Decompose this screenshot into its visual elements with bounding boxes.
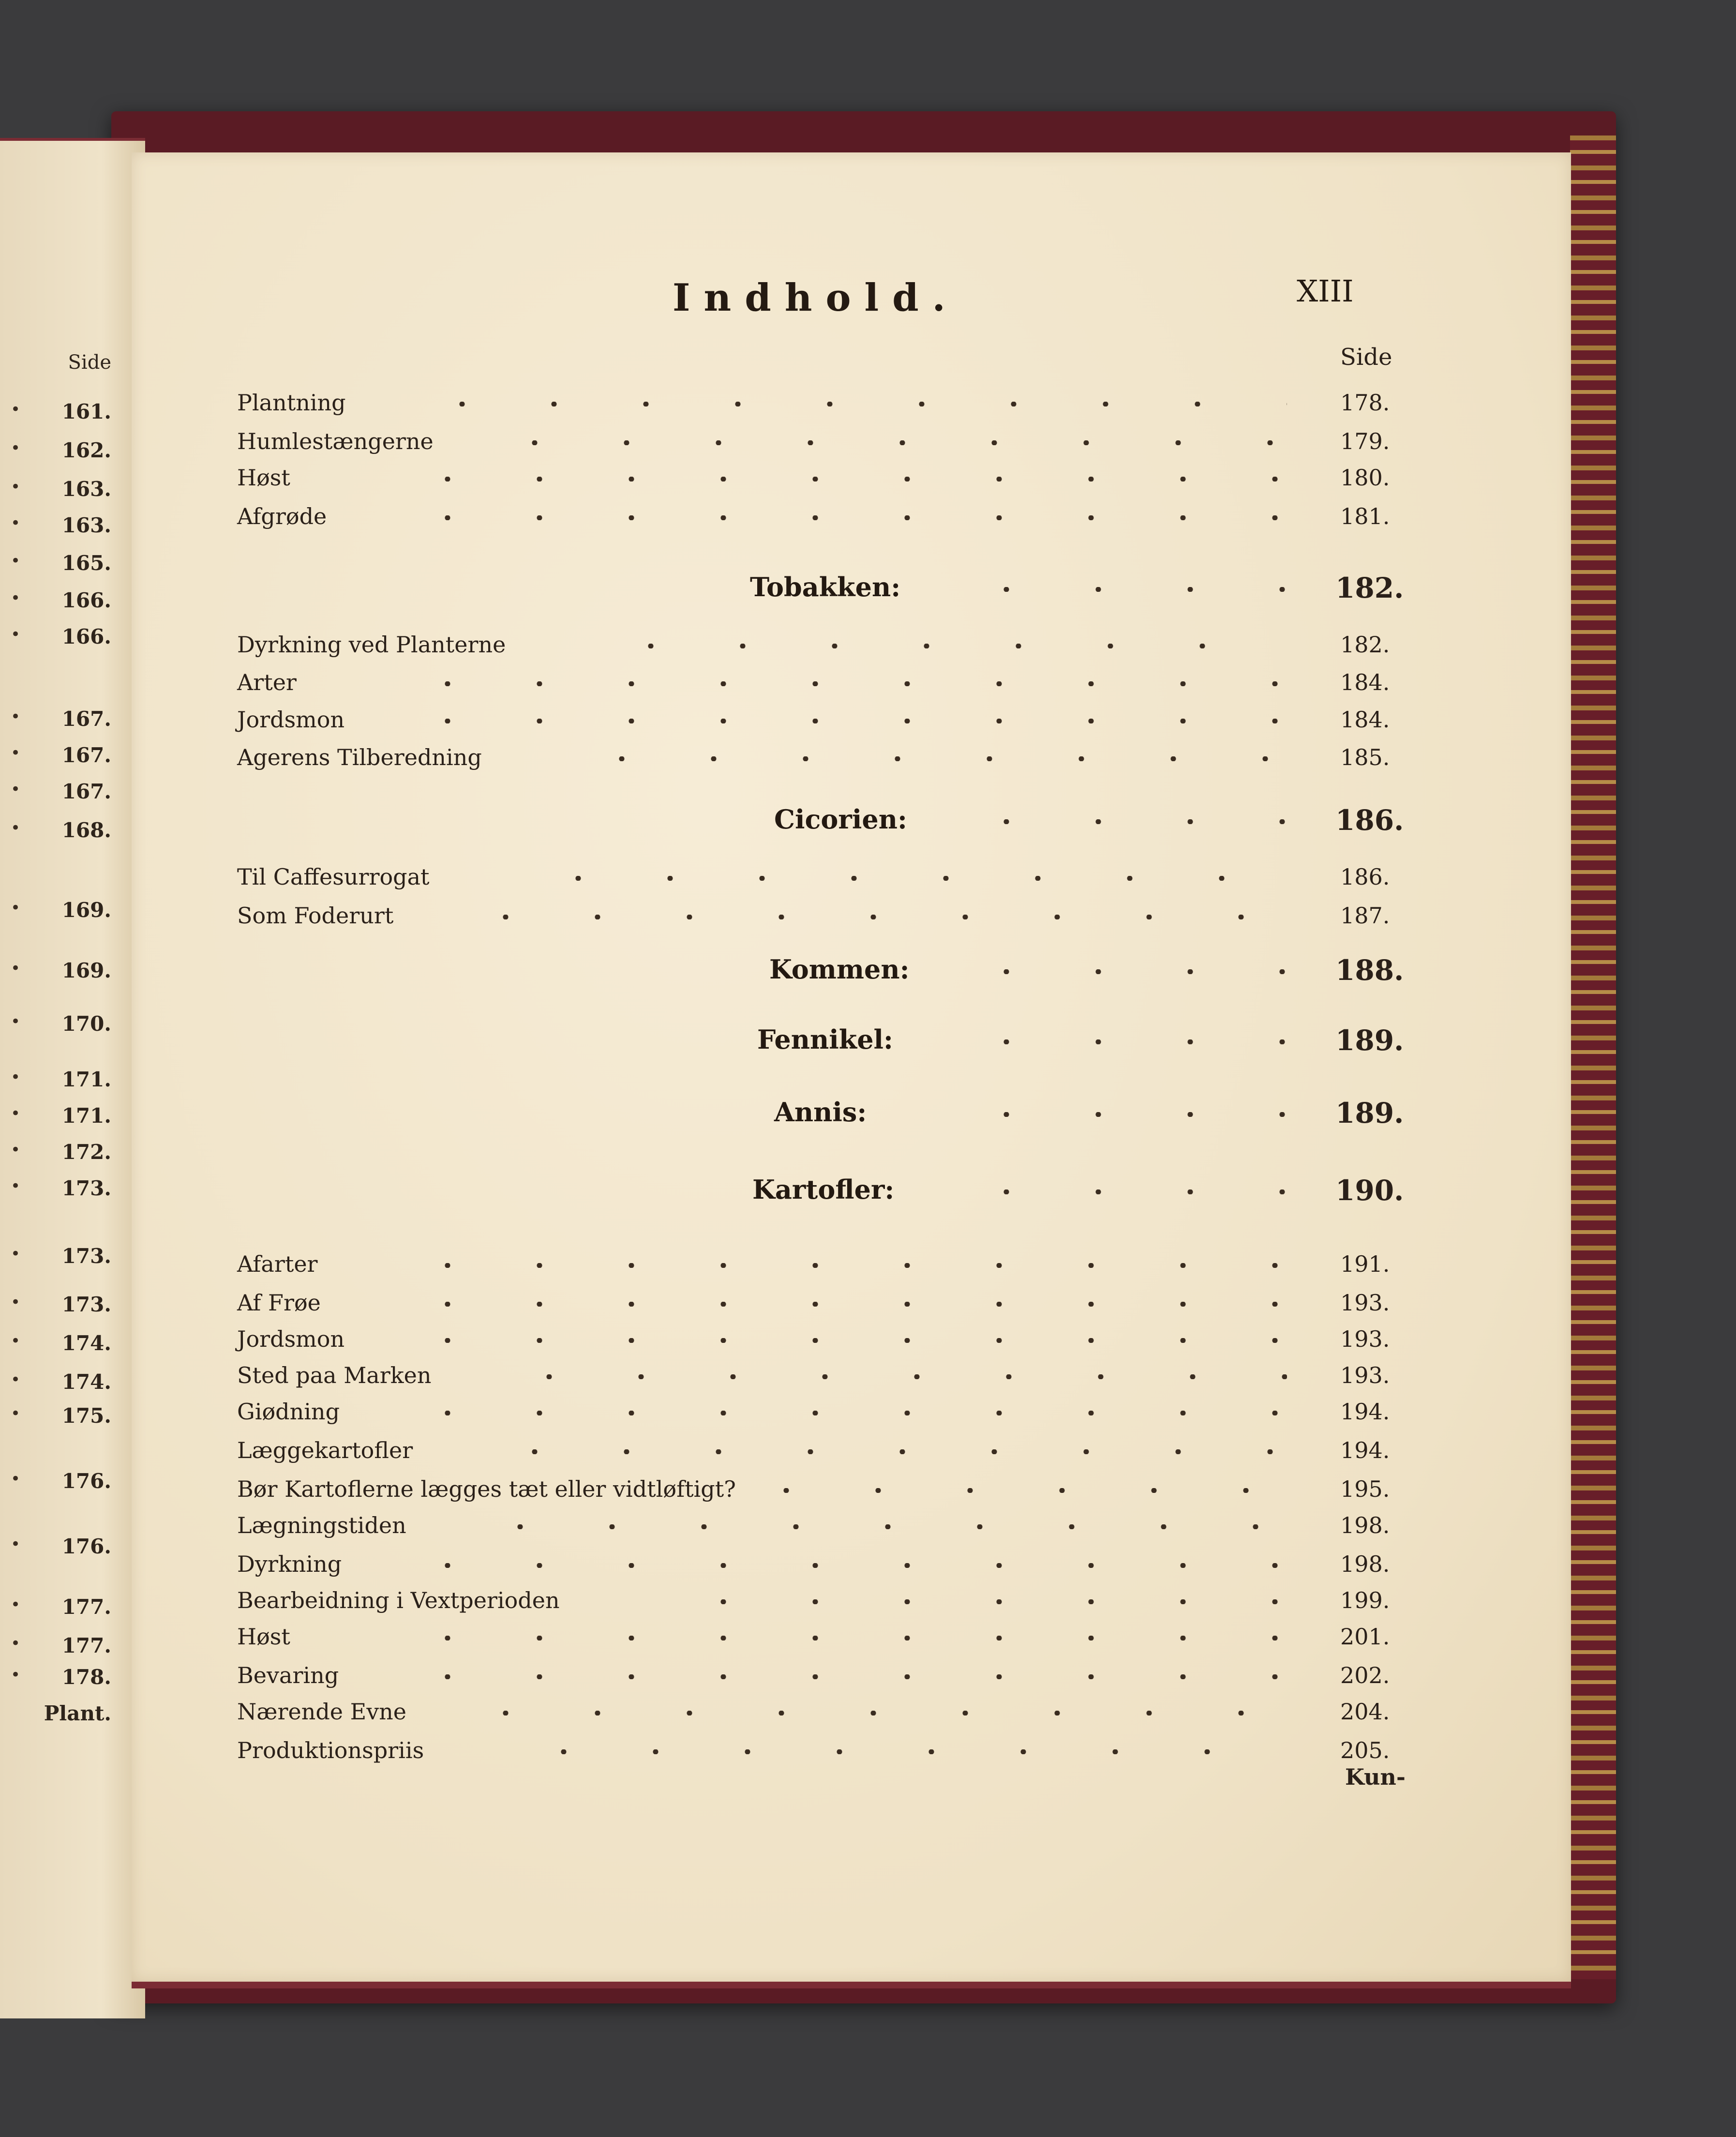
facing-page-number: 161.	[61, 400, 111, 423]
toc-entry-label: Bør Kartoflerne lægges tæt eller vidtløftigt?	[237, 1476, 736, 1502]
section-heading: Kommen:	[769, 954, 910, 985]
toc-entry-page: 185.	[1340, 744, 1390, 770]
dot-leader	[402, 681, 1287, 686]
facing-dot-leader: •	[11, 1176, 21, 1196]
toc-entry-page: 198.	[1340, 1512, 1390, 1538]
toc-entry-page: 201.	[1340, 1624, 1390, 1650]
dot-leader	[960, 587, 1289, 592]
facing-dot-leader: •	[11, 1469, 21, 1489]
dot-leader	[518, 1749, 1287, 1754]
facing-dot-leader: •	[11, 1634, 21, 1653]
facing-dot-leader: •	[11, 513, 21, 533]
dot-leader	[402, 1636, 1287, 1640]
dot-leader	[474, 1524, 1287, 1529]
toc-entry-page: 198.	[1340, 1551, 1390, 1577]
dot-leader	[960, 969, 1289, 974]
facing-page-number: 174.	[61, 1331, 111, 1355]
dot-leader	[489, 1449, 1287, 1454]
facing-dot-leader: •	[11, 477, 21, 497]
dot-leader	[605, 644, 1287, 648]
facing-page-number: 172.	[61, 1140, 111, 1164]
toc-entry-label: Giødning	[237, 1399, 340, 1425]
facing-dot-leader: •	[11, 1104, 21, 1123]
facing-page-number: 171.	[61, 1104, 111, 1128]
facing-page-number: 167.	[61, 780, 111, 803]
dot-leader	[402, 1674, 1287, 1679]
toc-entry-label: Jordsmon	[237, 707, 345, 733]
section-heading: Cicorien:	[774, 804, 907, 835]
toc-entry-label: Til Caffesurrogat	[237, 864, 430, 890]
dot-leader	[960, 1112, 1289, 1117]
section-page-number: 182.	[1335, 572, 1404, 604]
toc-entry-label: Dyrkning ved Planterne	[237, 632, 506, 658]
facing-dot-leader: •	[11, 959, 21, 978]
dot-leader	[576, 756, 1287, 761]
toc-entry-page: 193.	[1340, 1326, 1390, 1352]
facing-dot-leader: •	[11, 1140, 21, 1159]
facing-page-number: 165.	[61, 551, 111, 575]
toc-entry-page: 184.	[1340, 707, 1390, 733]
facing-page-number: 173.	[61, 1293, 111, 1316]
facing-page-number: 170.	[61, 1012, 111, 1036]
facing-page-number: 163.	[61, 477, 111, 501]
section-page-number: 190.	[1335, 1174, 1404, 1207]
dot-leader	[402, 1338, 1287, 1343]
facing-page-number: 177.	[61, 1595, 111, 1619]
section-heading: Fennikel:	[757, 1024, 893, 1055]
facing-dot-leader: •	[11, 1068, 21, 1087]
toc-entry-label: Afgrøde	[237, 503, 327, 529]
facing-page-number: 177.	[61, 1634, 111, 1657]
facing-page-number: 162.	[61, 438, 111, 462]
page-title: Indhold.	[673, 276, 959, 320]
dot-leader	[402, 1411, 1287, 1415]
dot-leader	[402, 719, 1287, 723]
toc-entry-page: 178.	[1340, 390, 1390, 416]
toc-entry-page: 182.	[1340, 632, 1390, 658]
facing-page-number: 166.	[61, 588, 111, 612]
toc-entry-page: 204.	[1340, 1699, 1390, 1725]
dot-leader	[416, 402, 1287, 406]
toc-entry-page: 187.	[1340, 903, 1390, 929]
toc-entry-page: 184.	[1340, 669, 1390, 695]
toc-entry-label: Humlestængerne	[237, 428, 434, 454]
toc-entry-page: 193.	[1340, 1290, 1390, 1316]
toc-entry-label: Sted paa Marken	[237, 1362, 432, 1388]
toc-entry-label: Bevaring	[237, 1662, 339, 1688]
dot-leader	[460, 1711, 1287, 1716]
gilt-border	[1570, 135, 1616, 1979]
toc-entry-page: 202.	[1340, 1662, 1390, 1688]
dot-leader	[402, 1563, 1287, 1568]
facing-dot-leader: •	[11, 780, 21, 799]
facing-dot-leader: •	[11, 818, 21, 838]
dot-leader	[960, 1189, 1289, 1194]
facing-dot-leader: •	[11, 551, 21, 571]
facing-page-number: 171.	[61, 1068, 111, 1091]
page-bottom-edge	[132, 1982, 1571, 1988]
toc-entry-label: Bearbeidning i Vextperioden	[237, 1587, 560, 1613]
toc-entry-page: 181.	[1340, 503, 1390, 529]
dot-leader	[489, 440, 1287, 445]
toc-entry-label: Læggekartofler	[237, 1437, 413, 1463]
facing-dot-leader: •	[11, 1665, 21, 1685]
facing-dot-leader: •	[11, 400, 21, 419]
facing-dot-leader: •	[11, 1370, 21, 1389]
facing-page	[0, 138, 145, 2018]
facing-dot-leader: •	[11, 438, 21, 458]
toc-entry-label: Dyrkning	[237, 1551, 342, 1577]
toc-entry-label: Afarter	[237, 1251, 318, 1277]
dot-leader	[402, 1263, 1287, 1268]
facing-dot-leader: •	[11, 1535, 21, 1554]
facing-dot-leader: •	[11, 1595, 21, 1614]
page-number: XIII	[1297, 273, 1354, 309]
facing-page-number: 178.	[61, 1665, 111, 1689]
facing-dot-leader: •	[11, 898, 21, 918]
toc-entry-page: 205.	[1340, 1737, 1390, 1763]
facing-dot-leader: •	[11, 1404, 21, 1423]
facing-dot-leader: •	[11, 743, 21, 763]
facing-page-number: 167.	[61, 743, 111, 767]
dot-leader	[677, 1599, 1287, 1604]
toc-entry-page: 199.	[1340, 1587, 1390, 1613]
toc-entry-label: Lægningstiden	[237, 1512, 406, 1538]
section-heading: Kartofler:	[752, 1174, 895, 1205]
facing-dot-leader: •	[11, 625, 21, 644]
dot-leader	[532, 876, 1287, 881]
facing-dot-leader: •	[11, 1012, 21, 1031]
facing-page-number: 168.	[61, 818, 111, 842]
facing-side-label: Side	[68, 351, 111, 374]
facing-page-number: 173.	[61, 1244, 111, 1268]
section-page-number: 188.	[1335, 954, 1404, 987]
facing-page-number: 175.	[61, 1404, 111, 1428]
toc-entry-page: 180.	[1340, 465, 1390, 491]
toc-entry-page: 179.	[1340, 428, 1390, 454]
toc-entry-label: Nærende Evne	[237, 1699, 407, 1725]
section-page-number: 186.	[1335, 804, 1404, 837]
facing-page-number: 176.	[61, 1535, 111, 1558]
toc-entry-label: Jordsmon	[237, 1326, 345, 1352]
facing-page-number: 176.	[61, 1469, 111, 1493]
facing-dot-leader: •	[11, 1244, 21, 1264]
facing-page-number: 169.	[61, 898, 111, 922]
section-page-number: 189.	[1335, 1097, 1404, 1129]
facing-dot-leader: •	[11, 707, 21, 726]
facing-dot-leader: •	[11, 1331, 21, 1351]
toc-entry-label: Plantning	[237, 390, 346, 416]
toc-entry-label: Høst	[237, 465, 290, 491]
toc-entry-label: Arter	[237, 669, 297, 695]
section-heading: Tobakken:	[750, 572, 901, 602]
section-page-number: 189.	[1335, 1024, 1404, 1057]
facing-dot-leader: •	[11, 1293, 21, 1312]
toc-entry-page: 194.	[1340, 1437, 1390, 1463]
toc-entry-label: Agerens Tilberedning	[237, 744, 482, 770]
toc-entry-page: 194.	[1340, 1399, 1390, 1425]
toc-entry-label: Af Frøe	[237, 1290, 321, 1316]
toc-entry-page: 193.	[1340, 1362, 1390, 1388]
dot-leader	[960, 819, 1289, 824]
dot-leader	[402, 1302, 1287, 1307]
facing-dot-leader: •	[11, 588, 21, 608]
toc-entry-label: Høst	[237, 1624, 290, 1650]
dot-leader	[960, 1039, 1289, 1044]
dot-leader	[503, 1374, 1287, 1379]
catchword: Kun-	[1345, 1764, 1406, 1790]
facing-page-number: 166.	[61, 625, 111, 648]
toc-entry-label: Produktionspriis	[237, 1737, 424, 1763]
toc-entry-page: 191.	[1340, 1251, 1390, 1277]
facing-catchword: Plant.	[44, 1701, 111, 1725]
dot-leader	[402, 477, 1287, 482]
facing-page-number: 167.	[61, 707, 111, 731]
facing-page-number: 174.	[61, 1370, 111, 1394]
toc-entry-page: 186.	[1340, 864, 1390, 890]
facing-page-number: 163.	[61, 513, 111, 537]
dot-leader	[740, 1488, 1287, 1493]
facing-page-number: 169.	[61, 959, 111, 982]
dot-leader	[402, 515, 1287, 520]
side-column-label: Side	[1340, 344, 1392, 371]
toc-entry-label: Som Foderurt	[237, 903, 394, 929]
toc-entry-page: 195.	[1340, 1476, 1390, 1502]
section-heading: Annis:	[774, 1097, 867, 1128]
facing-page-number: 173.	[61, 1176, 111, 1200]
dot-leader	[460, 915, 1287, 919]
